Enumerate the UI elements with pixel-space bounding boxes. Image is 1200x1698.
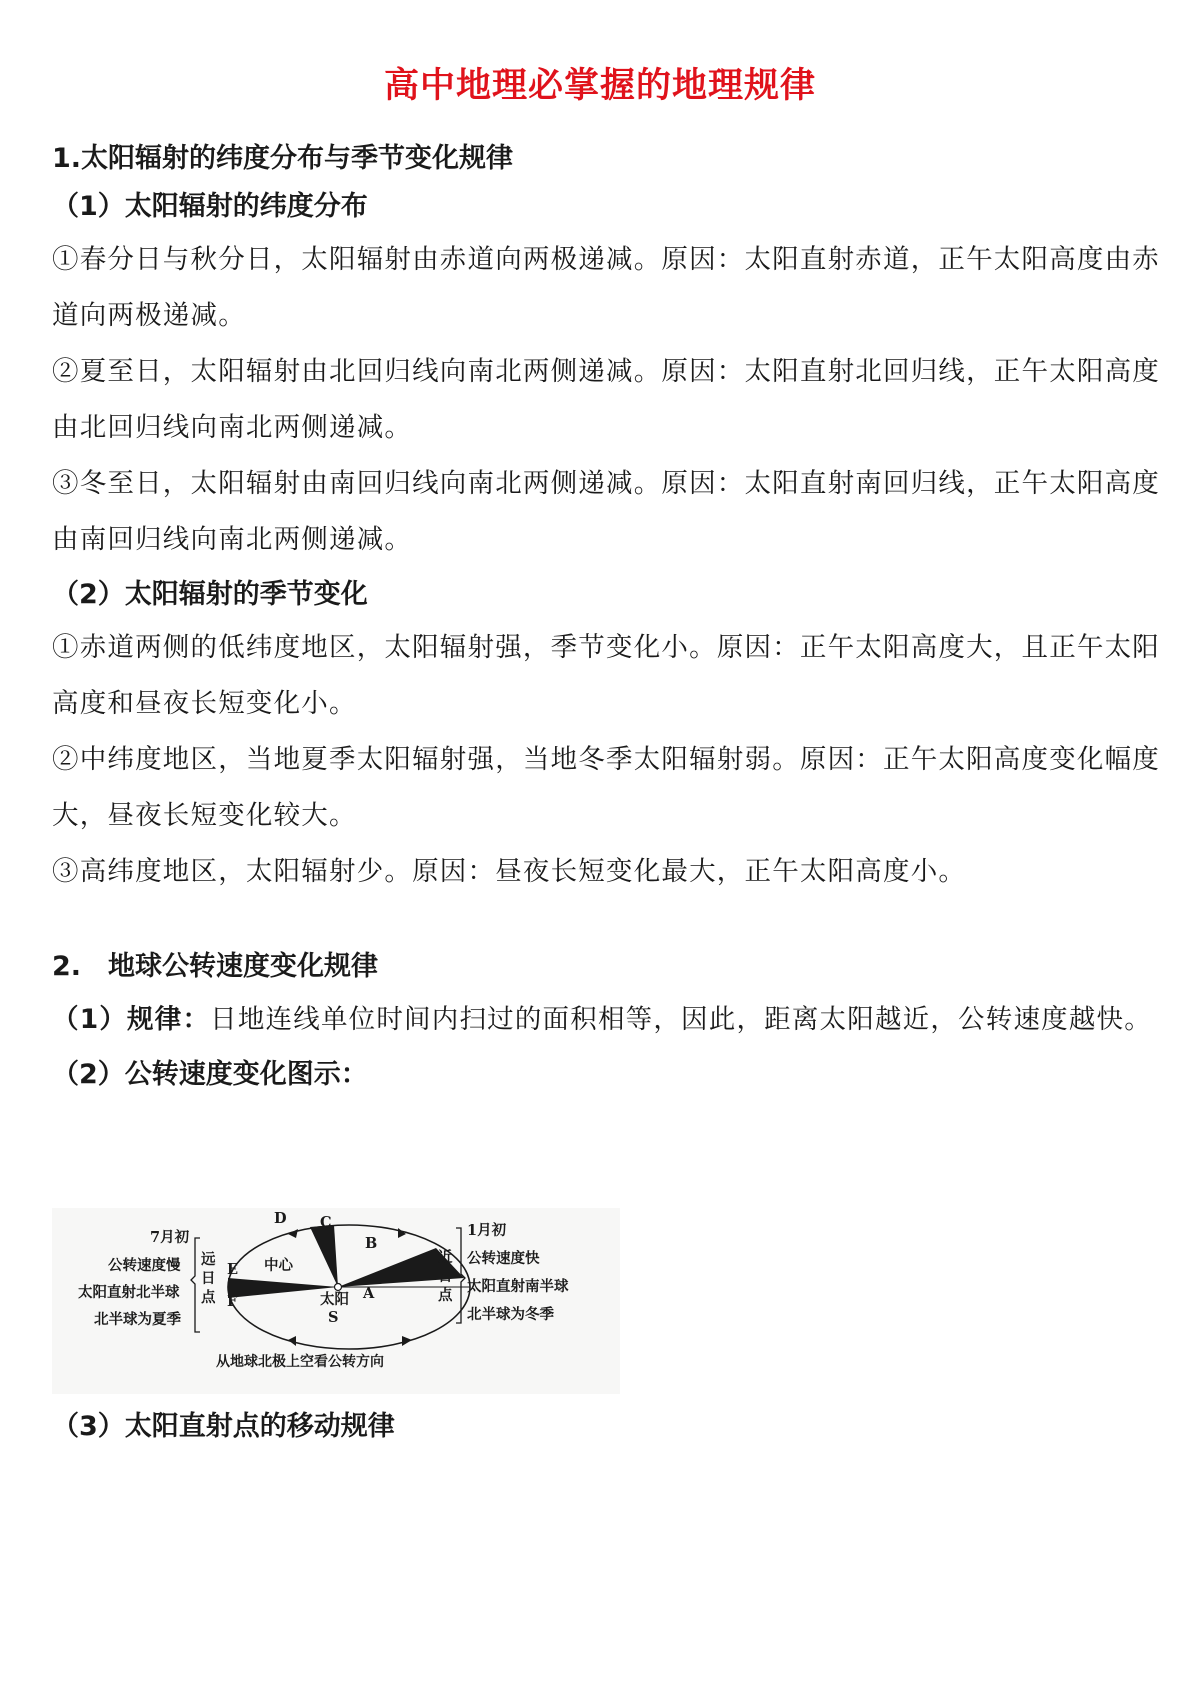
rule-label: （1）规律： bbox=[52, 1004, 211, 1035]
ellipse-center-label: 中心 bbox=[264, 1257, 293, 1274]
section-1-sub-2-heading: （2）太阳辐射的季节变化 bbox=[52, 579, 368, 610]
paragraph: ③高纬度地区，太阳辐射少。原因：昼夜长短变化最大，正午太阳高度小。 bbox=[52, 856, 967, 887]
paragraph: ③冬至日，太阳辐射由南回归线向南北两侧递减。原因：太阳直射南回归线，正午太阳高度由南回归线向南北两侧递减。 bbox=[52, 468, 1160, 555]
rule-text: 日地连线单位时间内扫过的面积相等，因此，距离太阳越近，公转速度越快。 bbox=[210, 1004, 1152, 1035]
left-note-line: 公转速度慢 bbox=[108, 1257, 181, 1274]
section-2-sub-3-heading: （3）太阳直射点的移动规律 bbox=[52, 1411, 395, 1442]
point-label-f: F bbox=[227, 1293, 238, 1310]
right-note-line: 太阳直射南半球 bbox=[467, 1278, 569, 1295]
document-title: 高中地理必掌握的地理规律 bbox=[383, 66, 816, 106]
figure-caption: 从地球北极上空看公转方向 bbox=[216, 1354, 384, 1370]
paragraph: ②中纬度地区，当地夏季太阳辐射强，当地冬季太阳辐射弱。原因：正午太阳高度变化幅度大，昼夜长短变化较大。 bbox=[52, 744, 1160, 831]
paragraph: ①春分日与秋分日，太阳辐射由赤道向两极递减。原因：太阳直射赤道，正午太阳高度由赤道向两极递减。 bbox=[52, 244, 1160, 331]
aphelion-label-char: 点 bbox=[201, 1289, 216, 1306]
section-2-heading: 2. 地球公转速度变化规律 bbox=[52, 951, 379, 982]
aphelion-label-char: 日 bbox=[201, 1270, 216, 1287]
orbit-diagram bbox=[52, 1208, 620, 1394]
paragraph: ①赤道两侧的低纬度地区，太阳辐射强，季节变化小。原因：正午太阳高度大，且正午太阳高度和昼夜长短变化小。 bbox=[52, 632, 1160, 719]
point-label-b: B bbox=[365, 1235, 378, 1252]
perihelion-label-char: 点 bbox=[438, 1287, 453, 1304]
section-1-heading: 1.太阳辐射的纬度分布与季节变化规律 bbox=[52, 143, 514, 174]
left-note-line: 太阳直射北半球 bbox=[78, 1284, 180, 1301]
point-label-e: E bbox=[227, 1261, 239, 1278]
section-1-sub-1-heading: （1）太阳辐射的纬度分布 bbox=[52, 191, 368, 222]
point-label-s: S bbox=[328, 1309, 339, 1326]
perihelion-label-char: 近 bbox=[438, 1249, 453, 1266]
point-label-c: C bbox=[320, 1214, 332, 1231]
left-note-line: 7月初 bbox=[150, 1229, 190, 1246]
right-note-line: 北半球为冬季 bbox=[467, 1306, 554, 1323]
figure-heading: （2）公转速度变化图示： bbox=[52, 1059, 368, 1090]
paragraph: ②夏至日，太阳辐射由北回归线向南北两侧递减。原因：太阳直射北回归线，正午太阳高度由北回归线向南北两侧递减。 bbox=[52, 356, 1160, 443]
right-note-line: 公转速度快 bbox=[467, 1250, 540, 1267]
rule-paragraph bbox=[52, 992, 1160, 1048]
point-label-d: D bbox=[274, 1210, 287, 1227]
point-label-a: A bbox=[363, 1285, 375, 1302]
perihelion-label-char: 日 bbox=[438, 1268, 453, 1285]
aphelion-label-char: 远 bbox=[201, 1251, 216, 1268]
sun-label: 太阳 bbox=[320, 1291, 349, 1308]
right-note-line: 1月初 bbox=[467, 1222, 507, 1239]
left-note-line: 北半球为夏季 bbox=[94, 1311, 181, 1328]
document-body bbox=[52, 142, 1160, 1092]
